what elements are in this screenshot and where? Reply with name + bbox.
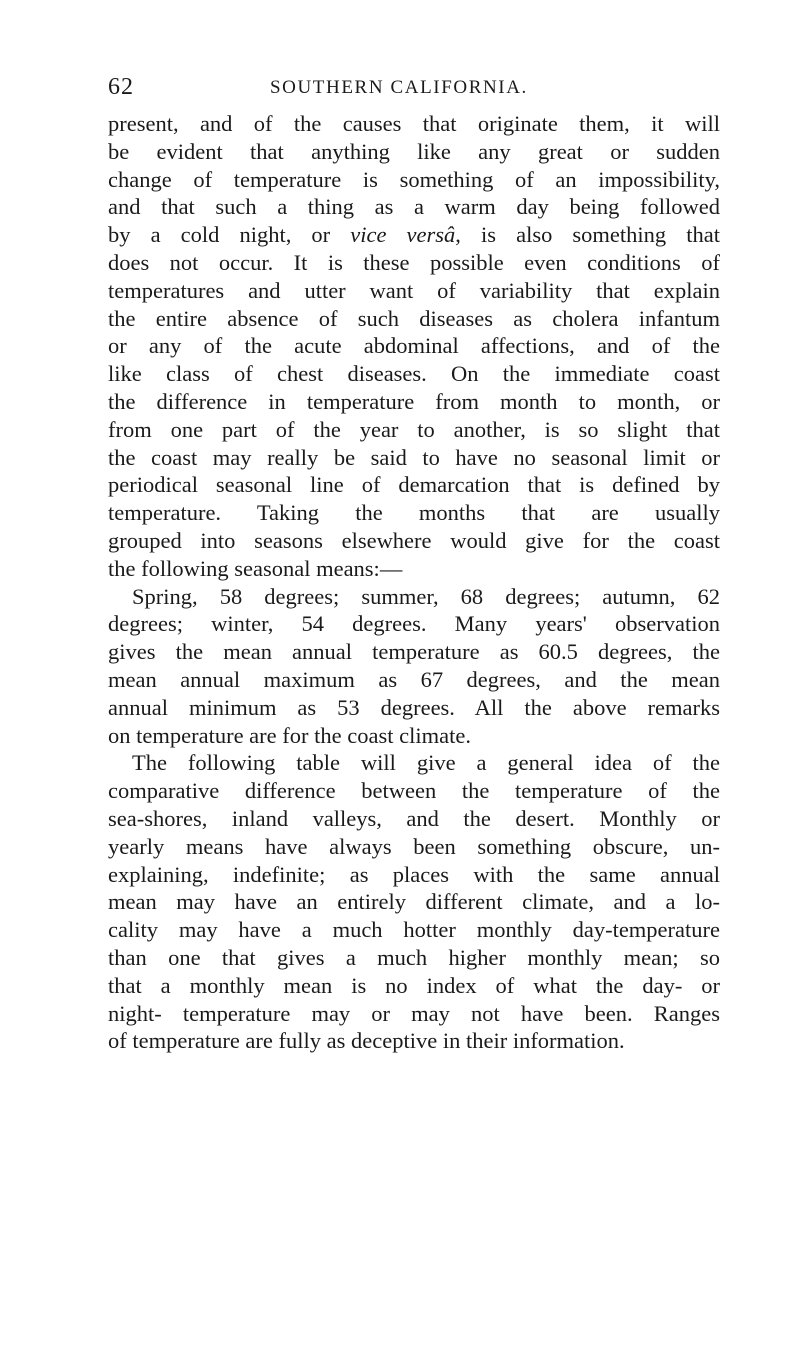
text-line: change of temperature is something of an impossibility, bbox=[108, 166, 720, 192]
text-line: the difference in temperature from month to month, or bbox=[108, 388, 720, 414]
text-line: grouped into seasons elsewhere would give for the coast bbox=[108, 527, 720, 553]
text-line: periodical seasonal line of demarcation that is defined by bbox=[108, 472, 720, 498]
text-line bbox=[108, 221, 720, 249]
text-line: Spring, 58 degrees; summer, 68 degrees; autumn, 62 bbox=[132, 583, 720, 609]
text-line: comparative difference between the temperature of the bbox=[108, 778, 720, 804]
text-line: and that such a thing as a warm day being followed bbox=[108, 194, 720, 220]
text-line: or any of the acute abdominal affections, and of the bbox=[108, 333, 720, 359]
text-line: the following seasonal means:— bbox=[108, 555, 403, 581]
text-line: sea-shores, inland valleys, and the desert. Monthly or bbox=[108, 805, 720, 831]
text-line: of temperature are fully as deceptive in their information. bbox=[108, 1028, 625, 1054]
text-line: from one part of the year to another, is so slight that bbox=[108, 416, 720, 442]
running-head bbox=[108, 72, 720, 102]
text-line: mean may have an entirely different climate, and a lo- bbox=[108, 889, 720, 915]
text-line: that a monthly mean is no index of what the day- or bbox=[108, 972, 720, 998]
page-number: 62 bbox=[108, 74, 134, 100]
text-line: yearly means have always been something obscure, un- bbox=[108, 833, 720, 859]
running-title: SOUTHERN CALIFORNIA. bbox=[270, 77, 528, 98]
text-line: than one that gives a much higher monthly mean; so bbox=[108, 944, 720, 970]
text-line: present, and of the causes that originate them, it will bbox=[108, 111, 720, 136]
text-line: The following table will give a general idea of the bbox=[132, 750, 720, 776]
text-line: be evident that anything like any great or sudden bbox=[108, 138, 720, 164]
text-line: the entire absence of such diseases as cholera infantum bbox=[108, 305, 720, 331]
text-line: mean annual maximum as 67 degrees, and the mean bbox=[108, 666, 720, 692]
text-line: like class of chest diseases. On the immediate coast bbox=[108, 361, 720, 387]
body-text bbox=[108, 110, 720, 1055]
text-line: cality may have a much hotter monthly day-temperature bbox=[108, 917, 720, 943]
text-line: gives the mean annual temperature as 60.5 degrees, the bbox=[108, 639, 720, 665]
italic-phrase: vice versâ bbox=[350, 222, 456, 248]
text-line: does not occur. It is these possible even conditions of bbox=[108, 249, 720, 275]
text-line: night- temperature may or may not have been. Ranges bbox=[108, 1000, 720, 1026]
text-line: explaining, indefinite; as places with the same annual bbox=[108, 861, 720, 887]
text-segment: by a cold night, or bbox=[108, 222, 351, 248]
text-line: degrees; winter, 54 degrees. Many years' observation bbox=[108, 611, 720, 637]
text-line: annual minimum as 53 degrees. All the above remarks bbox=[108, 694, 720, 720]
text-segment: , is also something that bbox=[455, 222, 720, 248]
text-line: temperatures and utter want of variability that explain bbox=[108, 277, 720, 303]
text-line: the coast may really be said to have no seasonal limit or bbox=[108, 444, 720, 470]
book-page bbox=[108, 72, 720, 1055]
text-line: on temperature are for the coast climate. bbox=[108, 722, 471, 748]
text-line: temperature. Taking the months that are usually bbox=[108, 500, 720, 526]
